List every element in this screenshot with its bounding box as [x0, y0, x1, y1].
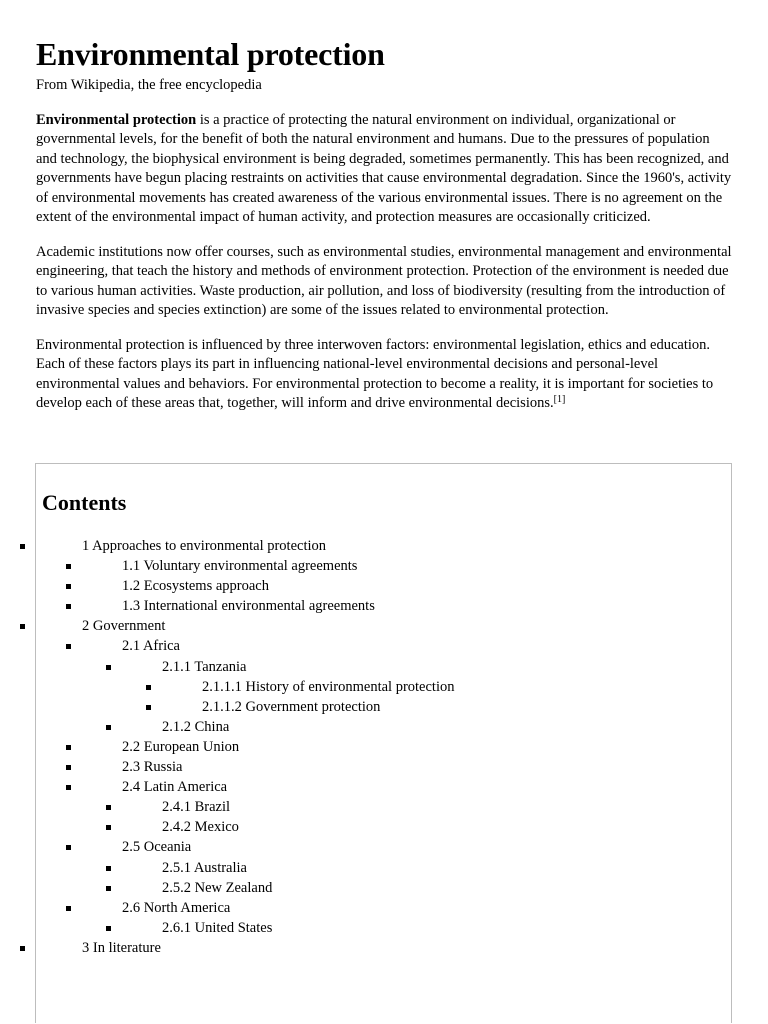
bullet-icon	[66, 644, 71, 649]
toc-item-label[interactable]: 1.3 International environmental agreements	[122, 598, 375, 615]
bullet-icon	[20, 946, 25, 951]
toc-list	[36, 536, 731, 958]
toc-item-label[interactable]: 2.6.1 United States	[162, 919, 273, 936]
bullet-icon	[66, 564, 71, 569]
toc-sublist	[162, 677, 731, 717]
bullet-icon	[66, 604, 71, 609]
intro-paragraph-2: Academic institutions now offer courses, such as environmental studies, environmental management and environmental engineering, that teach the history and methods of environment protection. Protection of the environment is needed due to various human activities. Waste production, air pollution, and loss of biodiversity (resulting from the introduction of invasive species and species extinction) are some of the issues related to environmental protection.	[36, 243, 732, 319]
toc-item-label[interactable]: 2.1 Africa	[122, 638, 180, 655]
toc-item-label[interactable]: 1.1 Voluntary environmental agreements	[122, 558, 358, 575]
intro-paragraph-3	[36, 336, 734, 414]
bullet-icon	[106, 725, 111, 730]
toc-item-label[interactable]: 2.1.1.1 History of environmental protection	[202, 678, 455, 695]
bullet-icon	[106, 926, 111, 931]
toc-item-2-6[interactable]	[82, 898, 731, 938]
toc-heading: Contents	[42, 490, 127, 515]
intro-paragraph-3-text: Environmental protection is influenced by three interwoven factors: environmental legislation, ethics and education. Each of these factors plays its part in influencing national-level environmental decisions and personal-level environmental values and behaviors. For environmental protection to become a reality, it is important for societies to develop each of these areas that, together, will inform and drive environmental decisions.	[36, 337, 714, 412]
toc-item-1-1[interactable]	[82, 556, 731, 576]
toc-item-label[interactable]: 2.4.2 Mexico	[162, 819, 239, 836]
bullet-icon	[106, 866, 111, 871]
toc-item-2-1-1-1[interactable]	[162, 677, 731, 697]
toc-item-label[interactable]: 2.1.1 Tanzania	[162, 658, 247, 675]
intro-paragraph-1-text: is a practice of protecting the natural environment on individual, organizational or governmental levels, for the benefit of both the natural environment and humans. Due to the pressures of population and technology, the biophysical environment is being degraded, sometimes permanently. This has been recognized, and governments have begun placing restraints on activities that cause environmental degradation. Since the 1960's, activity of environmental movements has created awareness of the various environmental issues. There is no agreement on the extent of the environmental impact of human activity, and protection measures are occasionally criticized.	[36, 112, 732, 226]
toc-item-2-5[interactable]	[82, 837, 731, 897]
toc-item-label[interactable]: 2.4 Latin America	[122, 779, 228, 796]
toc-item-2-4-2[interactable]	[122, 817, 731, 837]
toc-item-label[interactable]: 2.1.2 China	[162, 718, 230, 735]
toc-sublist	[82, 556, 731, 616]
table-of-contents	[35, 463, 732, 1023]
bullet-icon	[66, 765, 71, 770]
bullet-icon	[146, 705, 151, 710]
toc-sublist	[82, 636, 731, 937]
toc-item-2-1-2[interactable]	[122, 717, 731, 737]
toc-item-label[interactable]: 2.5.1 Australia	[162, 859, 247, 876]
bullet-icon	[66, 584, 71, 589]
bullet-icon	[146, 685, 151, 690]
intro-paragraph-1	[36, 111, 734, 227]
bullet-icon	[66, 906, 71, 911]
bullet-icon	[20, 544, 25, 549]
toc-item-label[interactable]: 2.5.2 New Zealand	[162, 879, 273, 896]
toc-item-2[interactable]	[36, 616, 731, 938]
toc-item-1-2[interactable]	[82, 576, 731, 596]
page-title: Environmental protection	[36, 36, 385, 72]
intro-bold-term: Environmental protection	[36, 112, 197, 128]
toc-item-2-1[interactable]	[82, 636, 731, 736]
toc-item-2-2[interactable]	[82, 737, 731, 757]
toc-item-label[interactable]: 2.3 Russia	[122, 759, 183, 776]
toc-item-label[interactable]: 2.2 European Union	[122, 738, 240, 755]
toc-item-label[interactable]: 1 Approaches to environmental protection	[82, 538, 327, 554]
citation-link[interactable]: [1]	[553, 394, 566, 406]
toc-item-label[interactable]: 3 In literature	[82, 939, 161, 956]
toc-item-label[interactable]: 1.2 Ecosystems approach	[122, 578, 269, 595]
bullet-icon	[106, 665, 111, 670]
bullet-icon	[66, 845, 71, 850]
bullet-icon	[106, 825, 111, 830]
toc-item-label[interactable]: 2 Government	[82, 618, 166, 635]
bullet-icon	[66, 785, 71, 790]
toc-item-1[interactable]	[36, 536, 731, 616]
toc-item-2-3[interactable]	[82, 757, 731, 777]
toc-item-2-4-1[interactable]	[122, 797, 731, 817]
bullet-icon	[106, 805, 111, 810]
toc-item-2-5-2[interactable]	[122, 878, 731, 898]
toc-item-3[interactable]	[36, 938, 731, 958]
toc-item-2-1-1-2[interactable]	[162, 697, 731, 717]
toc-item-label[interactable]: 2.5 Oceania	[122, 839, 192, 856]
bullet-icon	[20, 624, 25, 629]
toc-item-label[interactable]: 2.1.1.2 Government protection	[202, 698, 381, 715]
toc-item-1-3[interactable]	[82, 596, 731, 616]
toc-item-2-1-1[interactable]	[122, 657, 731, 717]
page-subtitle: From Wikipedia, the free encyclopedia	[36, 77, 262, 93]
toc-item-label[interactable]: 2.6 North America	[122, 899, 231, 916]
toc-sublist	[122, 858, 731, 898]
toc-item-label[interactable]: 2.4.1 Brazil	[162, 799, 231, 816]
bullet-icon	[106, 886, 111, 891]
toc-item-2-6-1[interactable]	[122, 918, 731, 938]
toc-item-2-4[interactable]	[82, 777, 731, 837]
toc-item-2-5-1[interactable]	[122, 858, 731, 878]
bullet-icon	[66, 745, 71, 750]
toc-sublist	[122, 918, 731, 938]
toc-sublist	[122, 797, 731, 837]
toc-sublist	[122, 657, 731, 737]
